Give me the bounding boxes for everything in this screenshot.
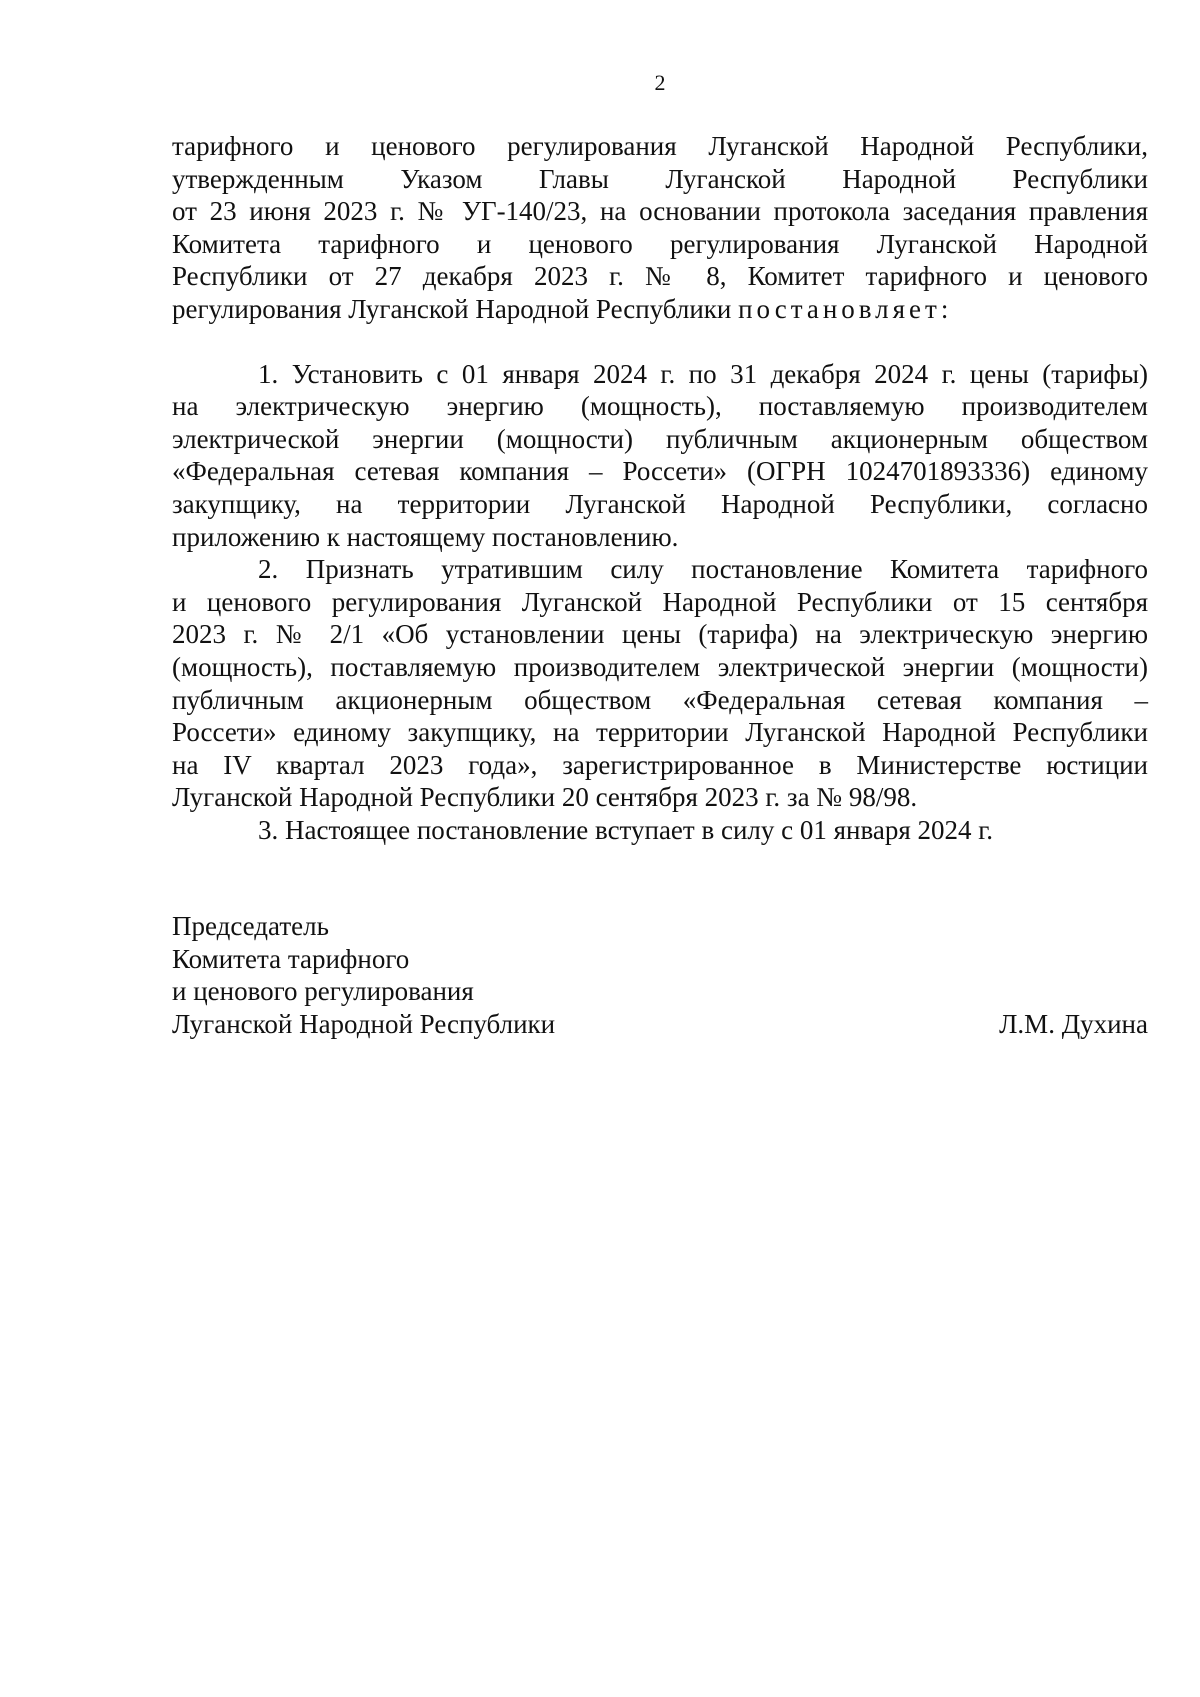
preamble-paragraph <box>172 130 1148 326</box>
text-line: публичным акционерным обществом «Федеральная сетевая компания – <box>172 684 1148 715</box>
text-line: закупщику, на территории Луганской Народной Республики, согласно <box>172 488 1148 519</box>
text-line: электрической энергии (мощности) публичным акционерным обществом <box>172 423 1148 454</box>
text-line: 1. Установить с 01 января 2024 г. по 31 декабря 2024 г. цены (тарифы) <box>258 358 1148 389</box>
text-line: утвержденным Указом Главы Луганской Народной Республики <box>172 163 1148 194</box>
text-line: и ценового регулирования Луганской Народной Республики от 15 сентября <box>172 586 1148 617</box>
text-fragment: регулирования Луганской Народной Республики <box>172 293 732 324</box>
text-line: «Федеральная сетевая компания – Россети» (ОГРН 1024701893336) единому <box>172 456 1148 487</box>
text-line: 2023 г. № 2/1 «Об установлении цены (тарифа) на электрическую энергию <box>172 619 1148 650</box>
resolves-word: постановляет <box>738 293 941 324</box>
text-line: Луганской Народной Республики 20 сентября 2023 г. за № 98/98. <box>172 782 918 813</box>
text-line: Комитета тарифного и ценового регулирования Луганской Народной <box>172 228 1148 259</box>
signature-block <box>172 910 1148 1040</box>
signatory-title-line: Луганской Народной Республики <box>172 1008 556 1039</box>
text-line: от 23 июня 2023 г. № УГ-140/23, на основании протокола заседания правления <box>172 196 1148 227</box>
text-line: тарифного и ценового регулирования Луганской Народной Республики, <box>172 131 1148 161</box>
text-line: на электрическую энергию (мощность), поставляемую производителем <box>172 391 1148 422</box>
text-line <box>172 293 1148 326</box>
text-line: 2. Признать утратившим силу постановление Комитета тарифного <box>258 554 1148 585</box>
text-fragment: : <box>940 293 949 324</box>
signatory-title-line: Комитета тарифного <box>172 943 410 974</box>
signatory-title-line: Председатель <box>172 911 329 941</box>
text-line: Россети» единому закупщику, на территории Луганской Народной Республики <box>172 717 1148 748</box>
signatory-name: Л.М. Духина <box>999 1008 1148 1039</box>
paragraph-gap <box>172 326 1148 358</box>
text-line: на IV квартал 2023 года», зарегистрированное в Министерстве юстиции <box>172 749 1148 780</box>
text-line: 3. Настоящее постановление вступает в силу с 01 января 2024 г. <box>258 814 994 845</box>
document-body <box>172 130 1148 846</box>
signatory-title-line: и ценового регулирования <box>172 976 474 1007</box>
text-line: приложению к настоящему постановлению. <box>172 521 679 552</box>
item-2-paragraph <box>172 553 1148 814</box>
item-1-paragraph <box>172 358 1148 554</box>
page-number: 2 <box>654 70 666 95</box>
text-line: Республики от 27 декабря 2023 г. № 8, Комитет тарифного и ценового <box>172 261 1148 292</box>
text-line: (мощность), поставляемую производителем электрической энергии (мощности) <box>172 651 1148 682</box>
item-3-paragraph <box>172 814 1148 847</box>
